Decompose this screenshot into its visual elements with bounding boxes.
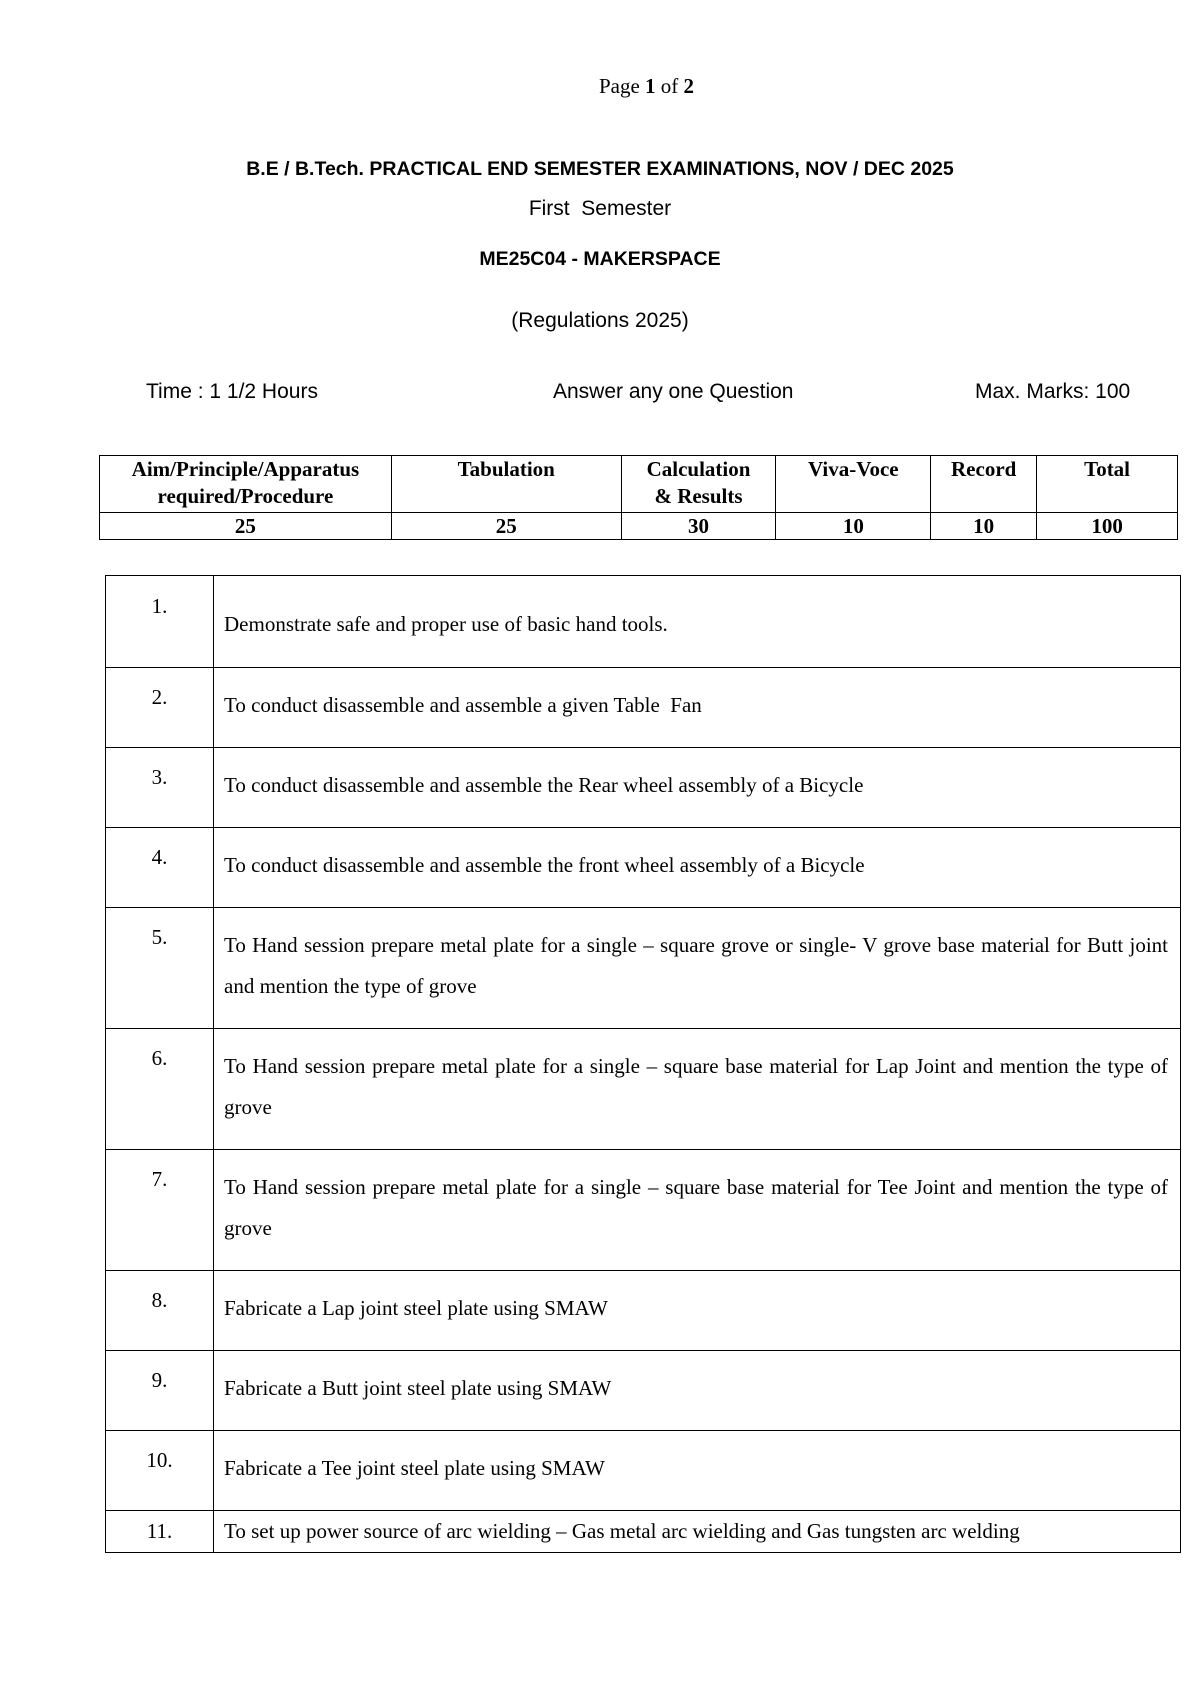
exam-duration: Time : 1 1/2 Hours	[146, 380, 318, 403]
question-row	[106, 576, 1181, 668]
question-text: To conduct disassemble and assemble the front wheel assembly of a Bicycle	[214, 828, 1181, 908]
page-total: 2	[683, 74, 695, 98]
question-number: 2.	[106, 668, 214, 748]
question-text: To conduct disassemble and assemble a given Table Fan	[214, 668, 1181, 748]
question-number: 3.	[106, 748, 214, 828]
marks-value-cell: 25	[100, 513, 392, 540]
exam-instruction: Answer any one Question	[553, 380, 794, 403]
marks-header-cell: Total	[1037, 456, 1178, 513]
question-number: 7.	[106, 1150, 214, 1271]
marks-header-row	[100, 456, 1178, 513]
question-number: 6.	[106, 1029, 214, 1150]
questions-table	[105, 575, 1181, 1553]
question-text: Fabricate a Lap joint steel plate using SMAW	[214, 1271, 1181, 1351]
question-row	[106, 668, 1181, 748]
exam-title: B.E / B.Tech. PRACTICAL END SEMESTER EXAMINATIONS, NOV / DEC 2025	[246, 158, 954, 180]
semester: First Semester	[528, 197, 672, 220]
question-text: To Hand session prepare metal plate for a single – square base material for Lap Joint and mention the type of grove	[214, 1029, 1181, 1150]
page-of: of	[660, 74, 679, 98]
question-number: 9.	[106, 1351, 214, 1431]
marks-header-cell: Aim/Principle/Apparatus required/Procedure	[100, 456, 392, 513]
question-row	[106, 1351, 1181, 1431]
question-text: To conduct disassemble and assemble the Rear wheel assembly of a Bicycle	[214, 748, 1181, 828]
question-text: To set up power source of arc wielding – Gas metal arc wielding and Gas tungsten arc welding	[214, 1511, 1181, 1553]
question-text: Demonstrate safe and proper use of basic hand tools.	[214, 576, 1181, 668]
marks-value-cell: 30	[621, 513, 776, 540]
marks-value-cell: 10	[931, 513, 1037, 540]
question-number: 1.	[106, 576, 214, 668]
marks-value-cell: 100	[1037, 513, 1178, 540]
question-number: 8.	[106, 1271, 214, 1351]
course-title: ME25C04 - MAKERSPACE	[479, 248, 721, 270]
marks-value-cell: 10	[776, 513, 931, 540]
question-row	[106, 1431, 1181, 1511]
page-prefix: Page	[598, 74, 640, 98]
question-row	[106, 908, 1181, 1029]
question-text: To Hand session prepare metal plate for a single – square base material for Tee Joint and mention the type of grove	[214, 1150, 1181, 1271]
marks-distribution-table	[99, 455, 1178, 540]
question-number: 10.	[106, 1431, 214, 1511]
question-row	[106, 1271, 1181, 1351]
question-number: 5.	[106, 908, 214, 1029]
regulations: (Regulations 2025)	[511, 309, 689, 332]
marks-value-cell: 25	[391, 513, 621, 540]
question-row	[106, 828, 1181, 908]
marks-values-row	[100, 513, 1178, 540]
question-text: Fabricate a Tee joint steel plate using SMAW	[214, 1431, 1181, 1511]
page-current: 1	[645, 74, 656, 98]
marks-header-cell: Tabulation	[391, 456, 621, 513]
question-number: 4.	[106, 828, 214, 908]
question-text: To Hand session prepare metal plate for a single – square grove or single- V grove base material for Butt joint and mention the type of grove	[214, 908, 1181, 1029]
question-row	[106, 748, 1181, 828]
page-number	[0, 74, 1200, 99]
marks-header-cell: Viva-Voce	[776, 456, 931, 513]
question-row	[106, 1150, 1181, 1271]
question-number: 11.	[106, 1511, 214, 1553]
question-row	[106, 1511, 1181, 1553]
marks-header-cell: Record	[931, 456, 1037, 513]
question-text: Fabricate a Butt joint steel plate using SMAW	[214, 1351, 1181, 1431]
question-row	[106, 1029, 1181, 1150]
max-marks: Max. Marks: 100	[975, 380, 1131, 403]
marks-header-cell: Calculation & Results	[621, 456, 776, 513]
